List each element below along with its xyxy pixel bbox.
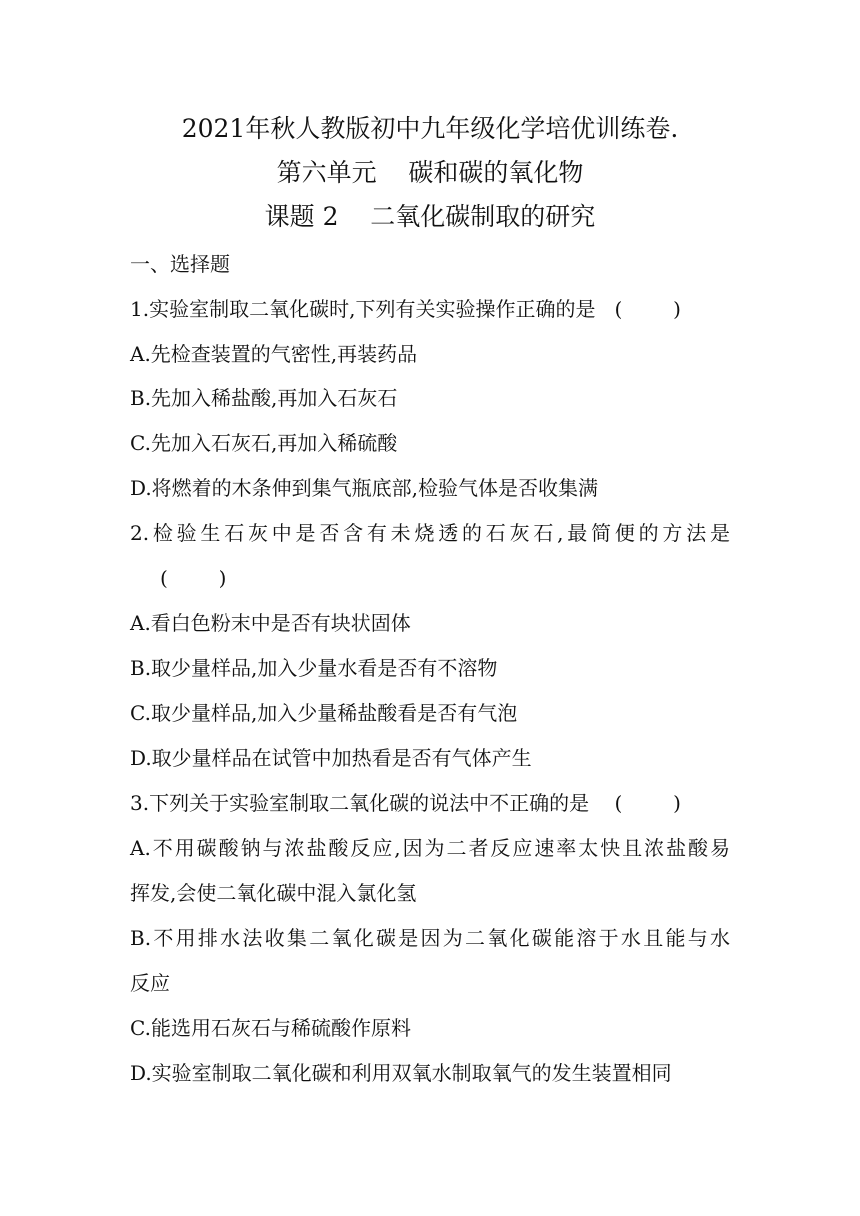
question-3-option-d: D.实验室制取二氧化碳和利用双氧水制取氧气的发生装置相同 <box>130 1061 672 1085</box>
lesson-title: 课题 2 二氧化碳制取的研究 <box>264 202 596 231</box>
question-2-stem: 2.检验生石灰中是否含有未烧透的石灰石,最简便的方法是 <box>130 521 730 545</box>
question-3-option-b: B.不用排水法收集二氧化碳是因为二氧化碳能溶于水且能与水 <box>130 926 730 950</box>
question-2-option-b: B.取少量样品,加入少量水看是否有不溶物 <box>130 656 498 680</box>
section-heading: 一、选择题 <box>130 252 230 276</box>
question-1-stem: 1.实验室制取二氧化碳时,下列有关实验操作正确的是 ( ) <box>130 297 681 321</box>
document-title: 2021年秋人教版初中九年级化学培优训练卷. <box>181 114 679 143</box>
question-2-option-d: D.取少量样品在试管中加热看是否有气体产生 <box>130 746 532 770</box>
question-3-option-a: A.不用碳酸钠与浓盐酸反应,因为二者反应速率太快且浓盐酸易 <box>130 836 730 860</box>
question-2-answer-bracket: ( ) <box>160 566 227 590</box>
question-2-option-a: A.看白色粉末中是否有块状固体 <box>130 611 411 635</box>
question-3-option-b-cont: 反应 <box>130 971 170 995</box>
question-1-option-c: C.先加入石灰石,再加入稀硫酸 <box>130 431 398 455</box>
question-3-option-a-cont: 挥发,会使二氧化碳中混入氯化氢 <box>130 881 417 905</box>
unit-title: 第六单元 碳和碳的氧化物 <box>276 158 584 187</box>
question-1-option-b: B.先加入稀盐酸,再加入石灰石 <box>130 386 398 410</box>
question-1-option-d: D.将燃着的木条伸到集气瓶底部,检验气体是否收集满 <box>130 476 599 500</box>
question-1-option-a: A.先检查装置的气密性,再装药品 <box>130 342 418 366</box>
question-2-option-c: C.取少量样品,加入少量稀盐酸看是否有气泡 <box>130 701 518 725</box>
question-3-option-c: C.能选用石灰石与稀硫酸作原料 <box>130 1016 411 1040</box>
question-3-stem: 3.下列关于实验室制取二氧化碳的说法中不正确的是 ( ) <box>130 791 681 815</box>
